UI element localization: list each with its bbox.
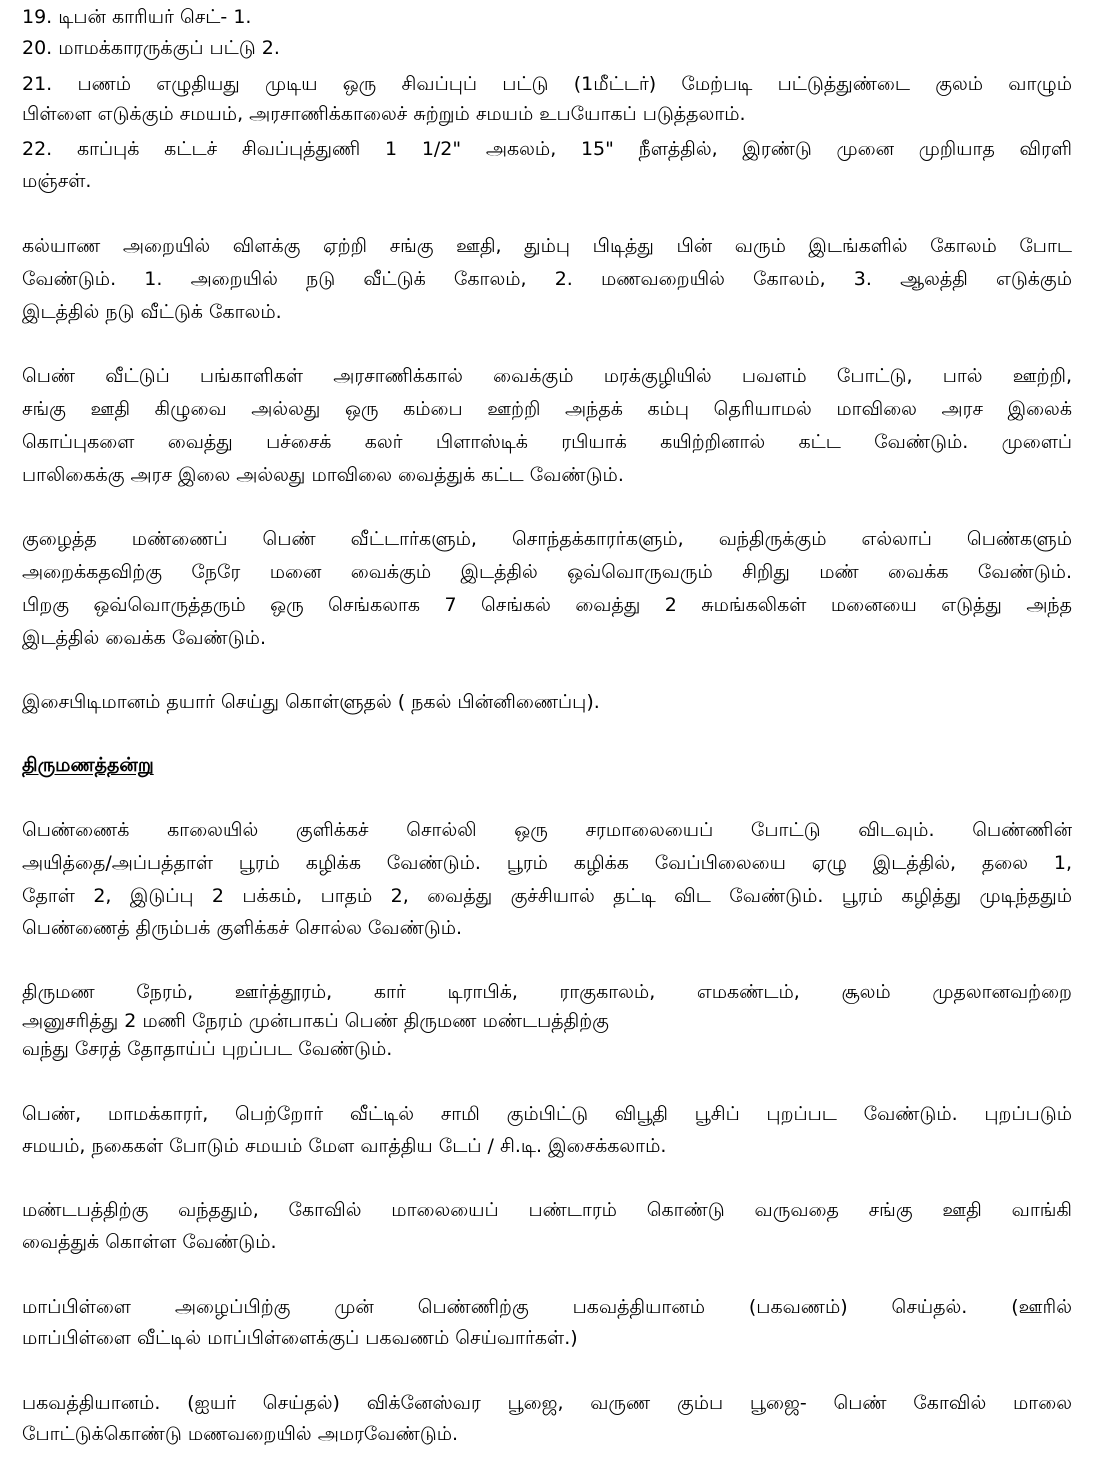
list-item-21-line-2: பிள்ளை எடுக்கும் சமயம், அரசாணிக்காலைச் சுற்றும் சமயம் உபயோகப் படுத்தலாம். (22, 103, 746, 125)
list-item-20: 20. மாமக்காரருக்குப் பட்டு 2. (22, 37, 280, 59)
list-item-19: 19. டிபன் காரியர் செட்- 1. (22, 6, 252, 28)
paragraph-3-line-4: இடத்தில் வைக்க வேண்டும். (22, 627, 267, 649)
paragraph-5-line-3: தோள் 2, இடுப்பு 2 பக்கம், பாதம் 2, வைத்து குச்சியால் தட்டி விட வேண்டும். பூரம் கழித்து முடிந்ததும் (22, 885, 1072, 907)
paragraph-5-line-2: அயித்தை/அப்பத்தாள் பூரம் கழிக்க வேண்டும். பூரம் கழிக்க வேப்பிலையை ஏழு இடத்தில், தலை 1, (22, 852, 1072, 874)
paragraph-7-line-1: பெண், மாமக்காரர், பெற்றோர் வீட்டில் சாமி கும்பிட்டு விபூதி பூசிப் புறப்பட வேண்டும். புறப்படும் (22, 1103, 1072, 1125)
paragraph-2-line-1: பெண் வீட்டுப் பங்காளிகள் அரசாணிக்கால் வைக்கும் மரக்குழியில் பவளம் போட்டு, பால் ஊற்றி, (22, 365, 1072, 387)
section-heading: திருமணத்தன்று (22, 754, 154, 776)
paragraph-2-line-2: சங்கு ஊதி கிழுவை அல்லது ஒரு கம்பை ஊற்றி அந்தக் கம்பு தெரியாமல் மாவிலை அரச இலைக் (22, 398, 1072, 420)
paragraph-7-line-2: சமயம், நகைகள் போடும் சமயம் மேள வாத்திய டேப் / சி.டி. இசைக்கலாம். (22, 1135, 667, 1157)
paragraph-9-line-1: மாப்பிள்ளை அழைப்பிற்கு முன் பெண்ணிற்கு பகவத்தியானம் (பகவணம்) செய்தல். (ஊரில் (22, 1296, 1072, 1318)
paragraph-6-line-2: அனுசரித்து 2 மணி நேரம் முன்பாகப் பெண் திருமண மண்டபத்திற்கு (22, 1010, 609, 1032)
paragraph-10-line-1: பகவத்தியானம். (ஐயர் செய்தல்) விக்னேஸ்வர பூஜை, வருண கும்ப பூஜை- பெண் கோவில் மாலை (22, 1392, 1072, 1414)
paragraph-1-line-2: வேண்டும். 1. அறையில் நடு வீட்டுக் கோலம், 2. மணவறையில் கோலம், 3. ஆலத்தி எடுக்கும் (22, 268, 1072, 290)
paragraph-8-line-1: மண்டபத்திற்கு வந்ததும், கோவில் மாலையைப் பண்டாரம் கொண்டு வருவதை சங்கு ஊதி வாங்கி (22, 1199, 1072, 1221)
paragraph-6-line-3: வந்து சேரத் தோதாய்ப் புறப்பட வேண்டும். (22, 1038, 393, 1060)
paragraph-3-line-3: பிறகு ஒவ்வொருத்தரும் ஒரு செங்கலாக 7 செங்கல் வைத்து 2 சுமங்கலிகள் மனையை எடுத்து அந்த (22, 594, 1072, 616)
list-item-22-line-1: 22. காப்புக் கட்டச் சிவப்புத்துணி 1 1/2" அகலம், 15" நீளத்தில், இரண்டு முனை முறியாத விரளி (22, 138, 1072, 160)
paragraph-1-line-1: கல்யாண அறையில் விளக்கு ஏற்றி சங்கு ஊதி, தும்பு பிடித்து பின் வரும் இடங்களில் கோலம் போட (22, 235, 1072, 257)
paragraph-3-line-1: குழைத்த மண்ணைப் பெண் வீட்டார்களும், சொந்தக்காரர்களும், வந்திருக்கும் எல்லாப் பெண்களும் (22, 528, 1072, 550)
list-item-21-line-1: 21. பணம் எழுதியது முடிய ஒரு சிவப்புப் பட்டு (1மீட்டர்) மேற்படி பட்டுத்துண்டை குலம் வாழும் (22, 73, 1072, 95)
paragraph-2-line-4: பாலிகைக்கு அரச இலை அல்லது மாவிலை வைத்துக் கட்ட வேண்டும். (22, 464, 624, 486)
list-item-22-line-2: மஞ்சள். (22, 170, 92, 192)
paragraph-5-line-4: பெண்ணைத் திரும்பக் குளிக்கச் சொல்ல வேண்டும். (22, 917, 463, 939)
paragraph-8-line-2: வைத்துக் கொள்ள வேண்டும். (22, 1231, 277, 1253)
paragraph-9-line-2: மாப்பிள்ளை வீட்டில் மாப்பிள்ளைக்குப் பகவணம் செய்வார்கள்.) (22, 1327, 578, 1349)
paragraph-2-line-3: கொப்புகளை வைத்து பச்சைக் கலர் பிளாஸ்டிக் ரபியாக் கயிற்றினால் கட்ட வேண்டும். முளைப் (22, 431, 1072, 453)
paragraph-5-line-1: பெண்ணைக் காலையில் குளிக்கச் சொல்லி ஒரு சரமாலையைப் போட்டு விடவும். பெண்ணின் (22, 819, 1072, 841)
paragraph-10-line-2: போட்டுக்கொண்டு மணவறையில் அமரவேண்டும். (22, 1423, 459, 1445)
paragraph-4: இசைபிடிமானம் தயார் செய்து கொள்ளுதல் ( நகல் பின்னிணைப்பு). (22, 691, 600, 713)
paragraph-1-line-3: இடத்தில் நடு வீட்டுக் கோலம். (22, 301, 282, 323)
paragraph-6-line-1: திருமண நேரம், ஊர்த்தூரம், கார் டிராபிக், ராகுகாலம், எமகண்டம், சூலம் முதலானவற்றை (22, 981, 1072, 1003)
paragraph-3-line-2: அறைக்கதவிற்கு நேரே மனை வைக்கும் இடத்தில் ஒவ்வொருவரும் சிறிது மண் வைக்க வேண்டும். (22, 561, 1072, 583)
